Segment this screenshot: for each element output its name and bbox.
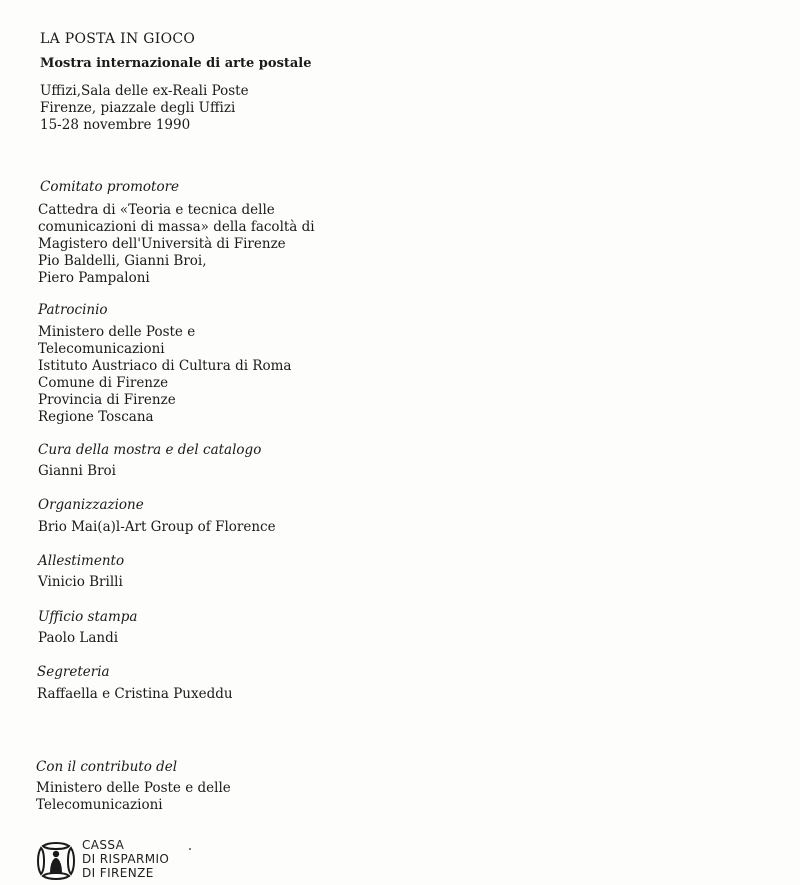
sponsor-name-line: DI RISPARMIO — [82, 852, 170, 866]
section-line: Pio Baldelli, Gianni Broi, — [38, 253, 207, 269]
sponsor-name — [82, 838, 169, 880]
cassa-di-risparmio-emblem-icon — [35, 840, 77, 882]
section-line: Raffaella e Cristina Puxeddu — [37, 686, 233, 702]
section-contributo — [36, 759, 177, 776]
section-line: Telecomunicazioni — [36, 797, 163, 813]
section-line: Telecomunicazioni — [38, 341, 165, 357]
sponsor-name-line: CASSA — [82, 838, 125, 852]
section-contributo-body — [36, 780, 231, 814]
sponsor-name-line: DI FIRENZE — [82, 866, 154, 880]
section-segreteria — [37, 664, 110, 681]
section-heading: Patrocinio — [38, 302, 108, 318]
section-cura-body — [38, 463, 116, 480]
section-heading: Con il contributo del — [36, 759, 178, 775]
document-title: LA POSTA IN GIOCO — [40, 31, 196, 47]
section-allestimento-body — [38, 574, 123, 591]
section-heading: Comitato promotore — [40, 179, 180, 195]
section-line: Vinicio Brilli — [38, 574, 123, 590]
section-ufficio-stampa — [38, 609, 137, 626]
section-heading: Allestimento — [38, 553, 125, 569]
section-allestimento — [38, 553, 124, 570]
section-line: Magistero dell'Università di Firenze — [38, 236, 286, 252]
section-line: Istituto Austriaco di Cultura di Roma — [38, 358, 292, 374]
section-line: Ministero delle Poste e delle — [36, 780, 231, 796]
document-subtitle: Mostra internazionale di arte postale — [40, 56, 312, 71]
section-line: comunicazioni di massa» della facoltà di — [38, 219, 315, 235]
section-line: Ministero delle Poste e — [38, 324, 196, 340]
section-line: Cattedra di «Teoria e tecnica delle — [38, 202, 275, 218]
section-ufficio-stampa-body — [38, 630, 118, 647]
speck-mark — [189, 848, 191, 850]
venue-line: Uffizi,Sala delle ex-Reali Poste — [40, 83, 249, 99]
section-heading: Segreteria — [37, 664, 110, 680]
section-heading: Cura della mostra e del catalogo — [38, 442, 262, 458]
section-organizzazione-body — [38, 519, 276, 536]
sponsor-logo — [35, 838, 215, 883]
venue-line: Firenze, piazzale degli Uffizi — [40, 100, 236, 116]
section-heading: Organizzazione — [38, 497, 144, 513]
section-line: Comune di Firenze — [38, 375, 169, 391]
section-comitato-body — [38, 202, 315, 287]
section-patrocinio-body — [38, 324, 291, 426]
venue-block — [40, 83, 249, 134]
section-line: Provincia di Firenze — [38, 392, 176, 408]
section-heading: Ufficio stampa — [38, 609, 138, 625]
section-line: Regione Toscana — [38, 409, 154, 425]
venue-line: 15-28 novembre 1990 — [40, 117, 191, 133]
section-patrocinio — [38, 302, 108, 319]
section-segreteria-body — [37, 686, 233, 703]
section-comitato — [40, 179, 179, 196]
section-line: Paolo Landi — [38, 630, 119, 646]
section-line: Brio Mai(a)l-Art Group of Florence — [38, 519, 276, 535]
section-organizzazione — [38, 497, 144, 514]
section-line: Gianni Broi — [38, 463, 116, 479]
section-line: Piero Pampaloni — [38, 270, 150, 286]
section-cura — [38, 442, 261, 459]
